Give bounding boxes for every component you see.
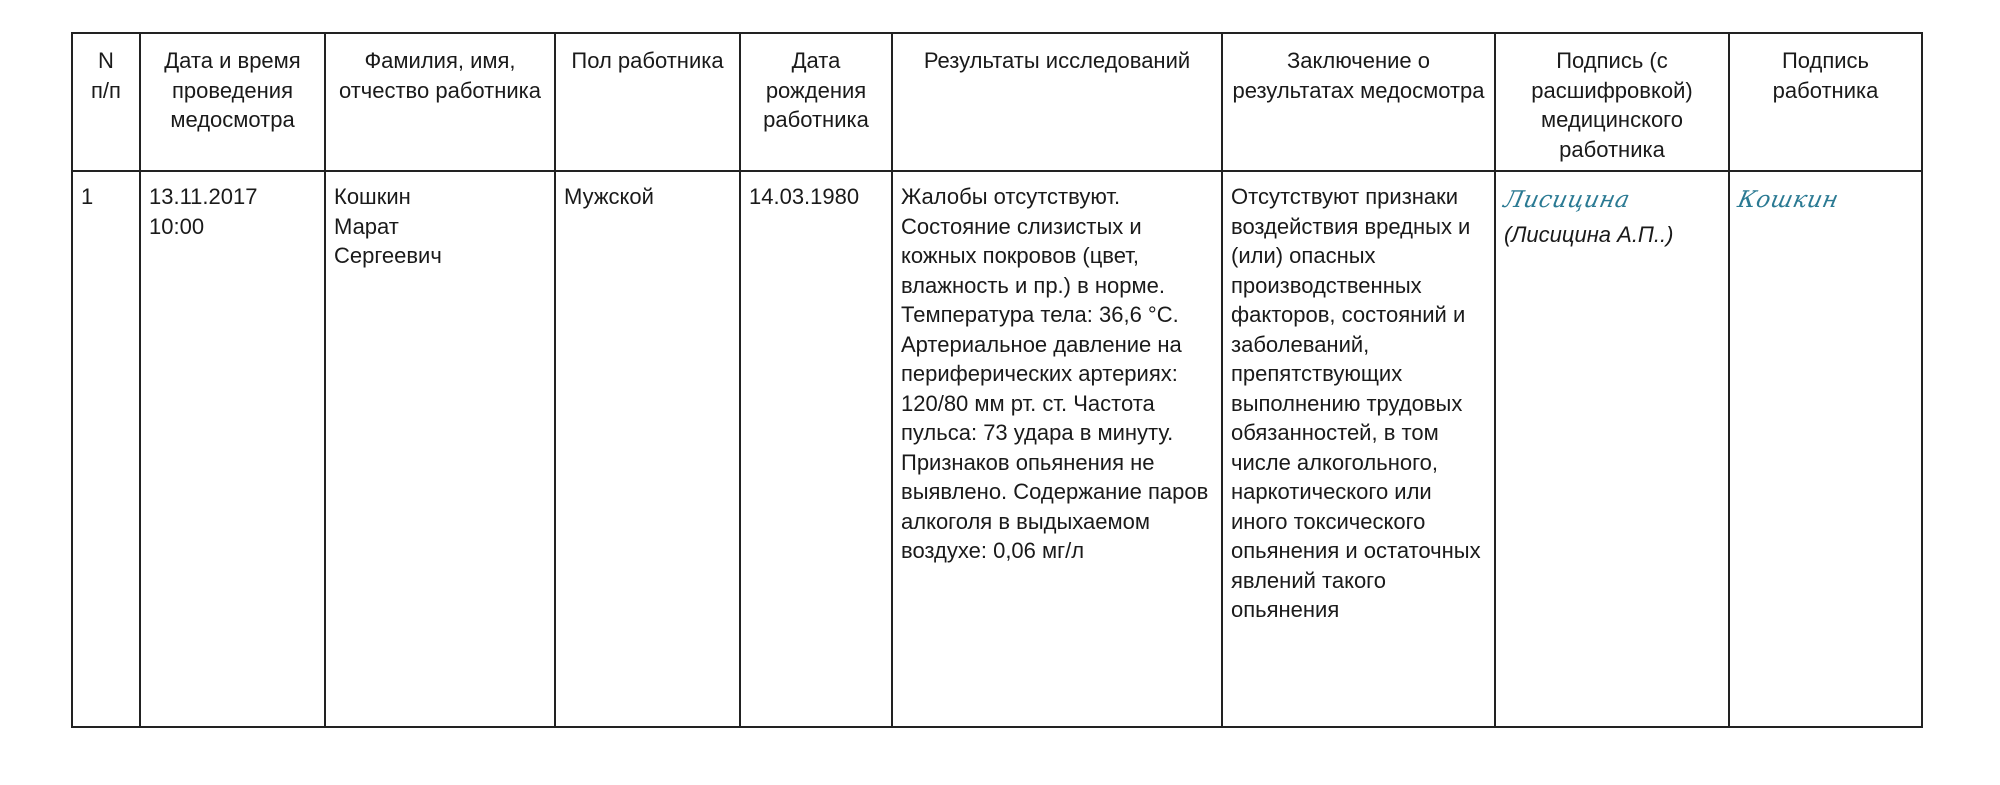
header-cell-datetime	[140, 33, 325, 171]
exam-datetime: 13.11.2017 10:00	[149, 184, 258, 239]
header-cell-full-name	[325, 33, 555, 171]
header-cell-birth-date	[740, 33, 892, 171]
worker-full-name: Кошкин Марат Сергеевич	[334, 184, 442, 268]
cell-results	[892, 171, 1222, 727]
header-datetime-label: Дата и время проведения медосмотра	[164, 48, 301, 132]
header-worker-signature-label: Подпись работника	[1772, 48, 1879, 103]
header-birth-date-label: Дата рождения работника	[763, 48, 869, 132]
cell-medic-signature	[1495, 171, 1729, 727]
worker-birth-date: 14.03.1980	[749, 184, 860, 209]
header-cell-gender	[555, 33, 740, 171]
cell-number	[72, 171, 140, 727]
cell-gender	[555, 171, 740, 727]
exam-conclusion: Отсутствуют признаки воздействия вредных и (или) опасных производственных факторов, состояний и заболеваний, препятствующих выполнению трудовых обязанностей, в том числе алкогольного, наркотического или иного токсического опьянения и остаточных явлений такого опьянения	[1231, 184, 1481, 622]
medic-handwritten-signature: Лисицина	[1501, 187, 1633, 213]
exam-results: Жалобы отсутствуют. Состояние слизистых и кожных покровов (цвет, влажность и пр.) в норме. Температура тела: 36,6 °С. Артериальное давление на периферических артериях: 120/80 мм рт. ст. Частота пульса: 73 удара в минуту. Признаков опьянения не выявлено. Содержание паров алкоголя в выдыхаемом воздухе: 0,06 мг/л	[901, 184, 1209, 563]
header-number-label: N п/п	[91, 48, 121, 103]
row-number: 1	[81, 184, 94, 209]
header-results-label: Результаты исследований	[923, 48, 1191, 73]
header-cell-number	[72, 33, 140, 171]
table-body	[72, 171, 1922, 727]
header-medic-signature-label: Подпись (с расшифровкой) медицинского работника	[1531, 48, 1693, 162]
header-conclusion-label: Заключение о результатах медосмотра	[1232, 48, 1485, 103]
header-full-name-label: Фамилия, имя, отчество работника	[338, 48, 542, 103]
worker-handwritten-signature: Кошкин	[1735, 187, 1842, 213]
table-row	[72, 171, 1922, 727]
medic-signature-decoded: (Лисицина А.П..)	[1504, 221, 1674, 247]
table-header	[72, 33, 1922, 171]
header-cell-medic-signature	[1495, 33, 1729, 171]
header-cell-results	[892, 33, 1222, 171]
cell-worker-signature	[1729, 171, 1922, 727]
cell-conclusion	[1222, 171, 1495, 727]
medical-exam-journal-table	[71, 32, 1923, 728]
worker-gender: Мужской	[564, 184, 654, 209]
cell-datetime	[140, 171, 325, 727]
header-row	[72, 33, 1922, 171]
header-cell-worker-signature	[1729, 33, 1922, 171]
header-cell-conclusion	[1222, 33, 1495, 171]
header-gender-label: Пол работника	[571, 48, 724, 73]
cell-full-name	[325, 171, 555, 727]
cell-birth-date	[740, 171, 892, 727]
